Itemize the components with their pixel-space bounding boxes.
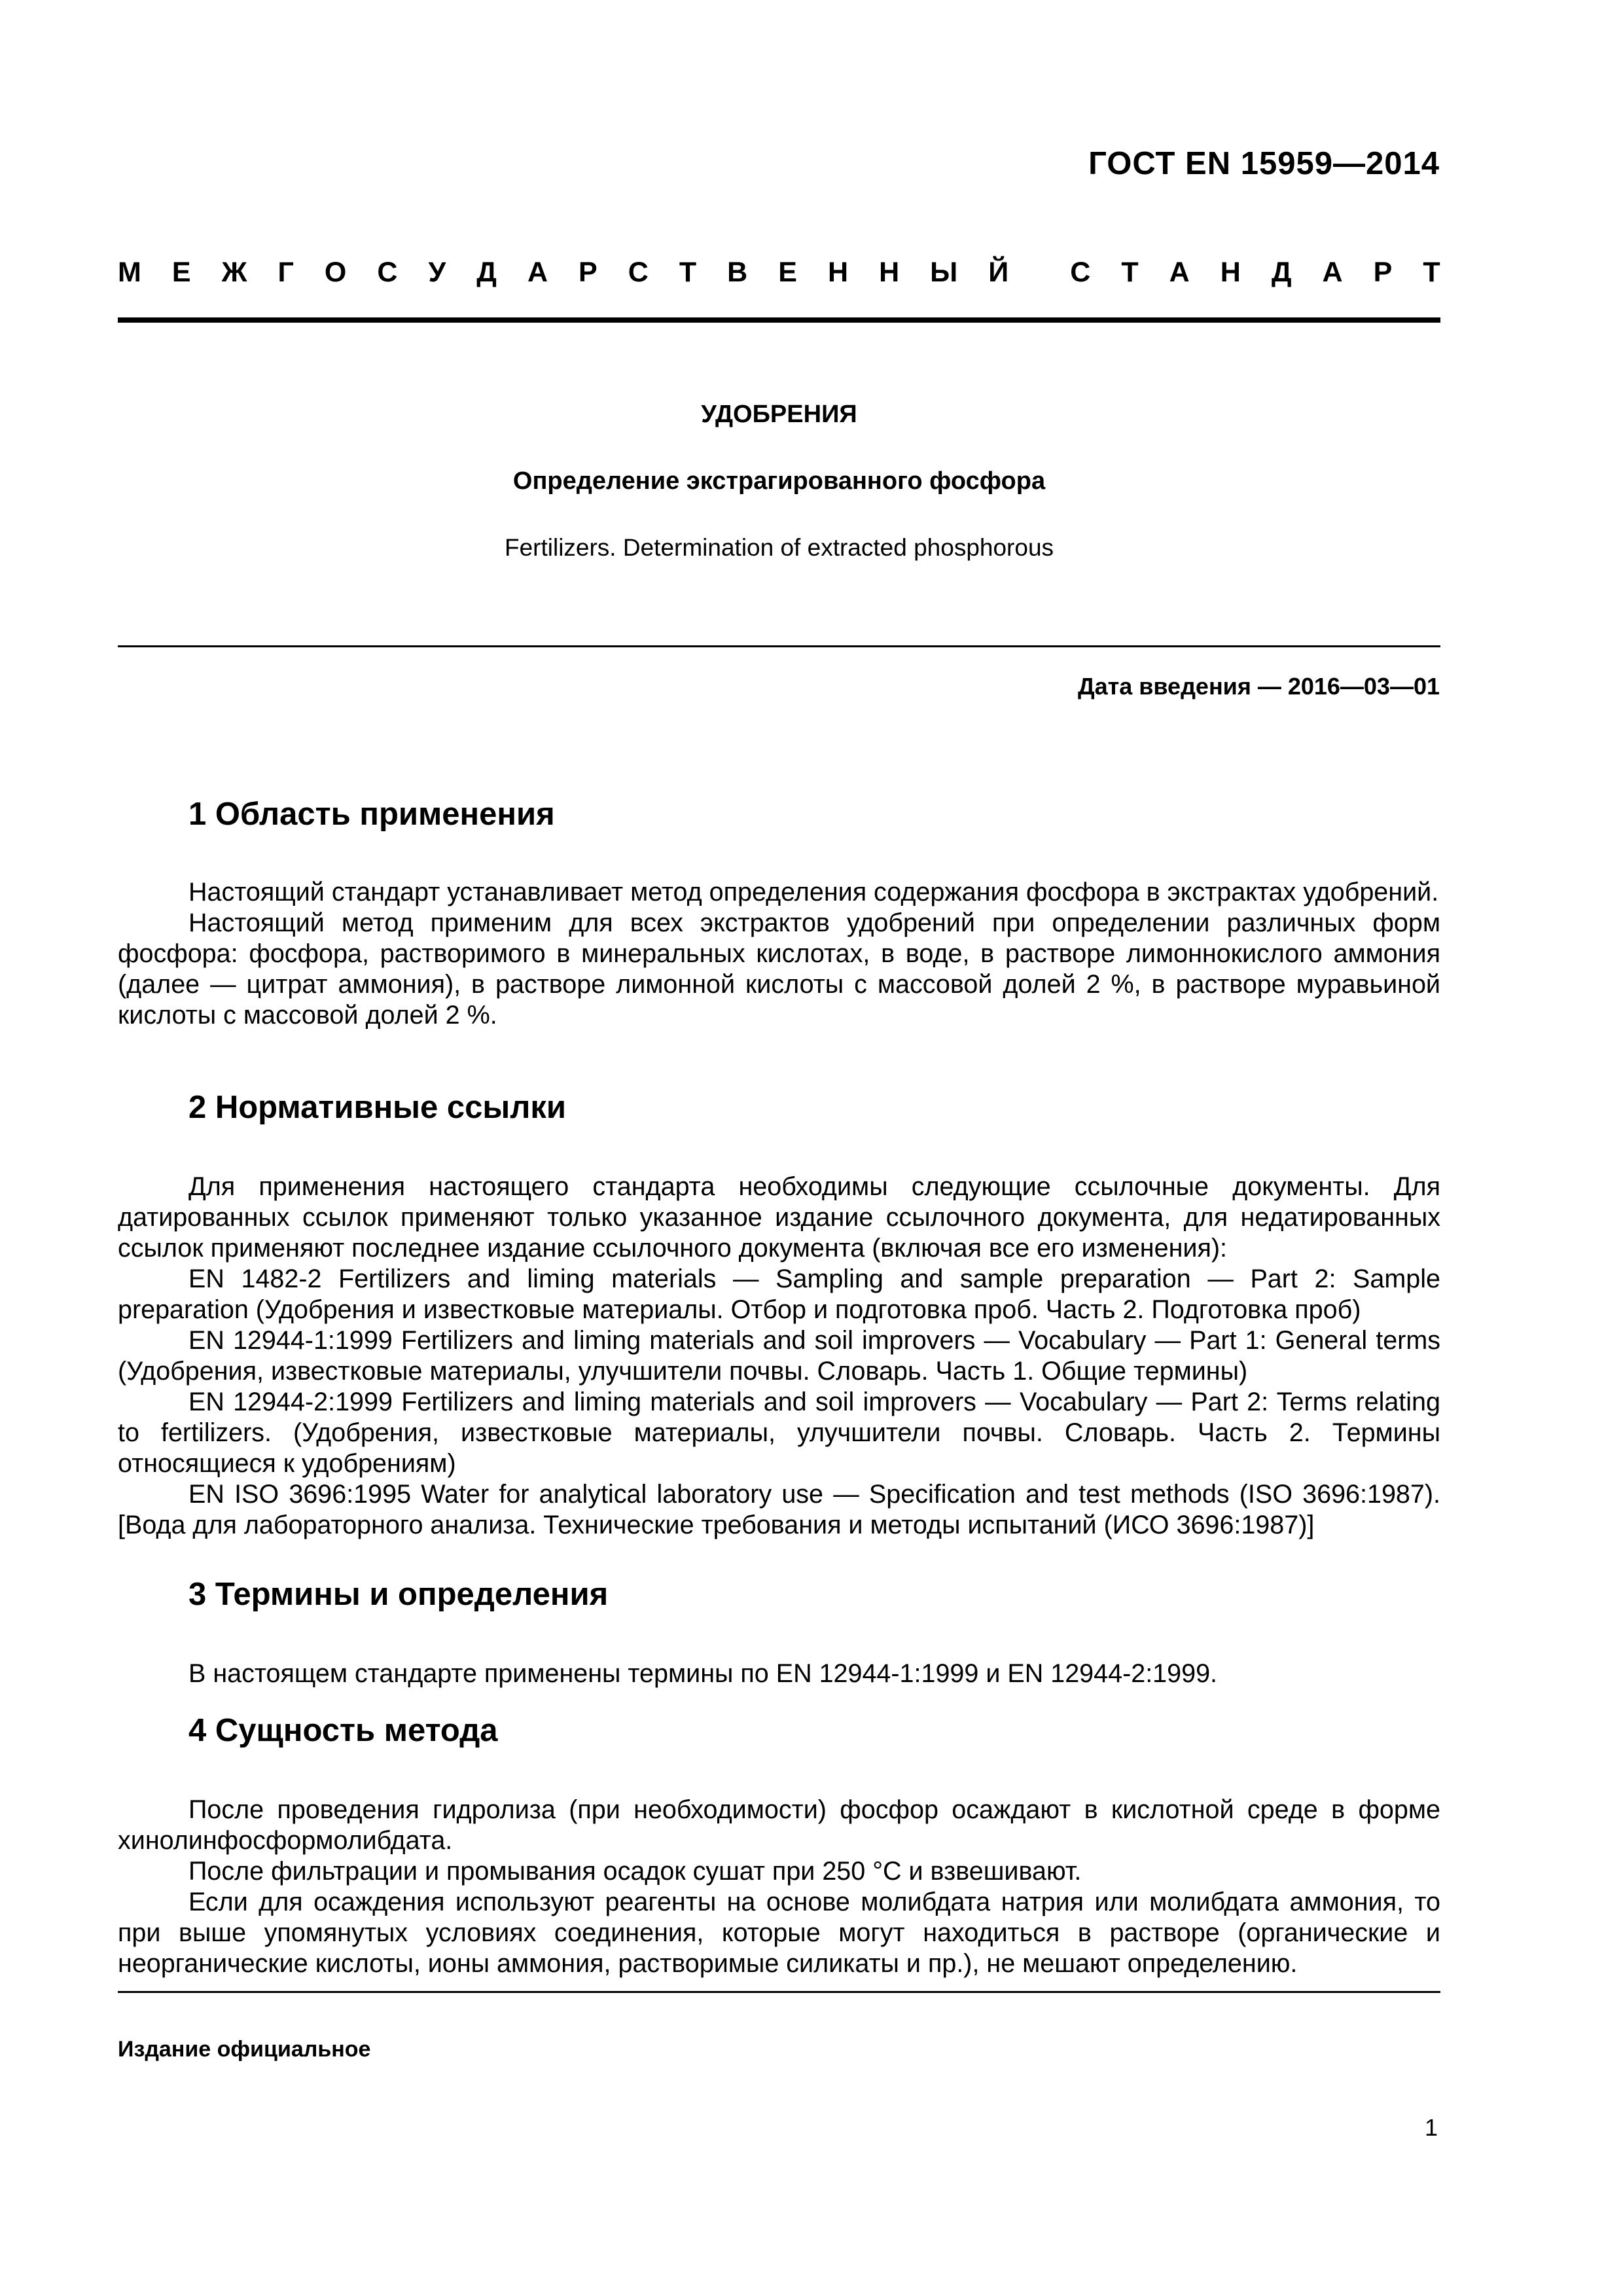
banner-letter: Е [171, 257, 191, 288]
reference-item: EN 1482-2 Fertilizers and liming materials — Sampling and sample preparation — Part 2: Sample preparation (Удобрения и известковые материалы. Отбор и подготовка проб. Часть 2. Подготовка проб) [118, 1265, 1440, 1324]
banner-letter: Ы [930, 257, 958, 288]
effective-date: Дата введения — 2016—03—01 [1077, 673, 1440, 700]
official-edition-label: Издание официальное [118, 2037, 371, 2062]
paragraph: После проведения гидролиза (при необходимости) фосфор осаждают в кислотной среде в форме хинолинфосформолибдата. [118, 1795, 1440, 1855]
banner-letter: Ж [221, 257, 247, 288]
banner-letter: Т [1423, 257, 1440, 288]
banner-letter: А [1322, 257, 1343, 288]
reference-item: EN 12944-1:1999 Fertilizers and liming materials and soil improvers — Vocabulary — Part 1: General terms (Удобрения, известковые материалы, улучшители почвы. Словарь. Часть 1. Общие термины) [118, 1326, 1440, 1386]
banner-letter: Р [579, 257, 597, 288]
paragraph: Для применения настоящего стандарта необходимы следующие ссылочные документы. Для датированных ссылок применяют только указанное издание ссылочного документа, для недатированных ссылок применяют последнее издание ссылочного документа (включая все его изменения): [118, 1172, 1440, 1263]
document-number: ГОСТ EN 15959—2014 [1088, 146, 1440, 181]
banner-letter: Т [679, 257, 697, 288]
footer-divider [118, 1991, 1440, 1993]
banner-letter: Н [1220, 257, 1241, 288]
header-divider [118, 317, 1440, 323]
banner-letter: Й [988, 257, 1009, 288]
banner-letter: Г [277, 257, 294, 288]
section-scope [118, 795, 1440, 1031]
paragraph: Настоящий стандарт устанавливает метод определения содержания фосфора в экстрактах удобрений. [188, 878, 1439, 906]
standard-title: УДОБРЕНИЯ [701, 401, 857, 428]
standard-subtitle: Определение экстрагированного фосфора [512, 467, 1046, 495]
banner-letter: С [628, 257, 649, 288]
banner-letter: Р [1373, 257, 1393, 288]
paragraph: Если для осаждения используют реагенты на основе молибдата натрия или молибдата аммония, то при выше упомянутых условиях соединения, которые могут находиться в растворе (органические и неорганические кислоты, ионы аммония, растворимые силикаты и пр.), не мешают определению. [118, 1888, 1440, 1978]
banner-letter: М [118, 257, 141, 288]
title-divider [118, 645, 1440, 647]
banner-letter: Н [879, 257, 900, 288]
reference-item: EN ISO 3696:1995 Water for analytical laboratory use — Specification and test methods (ISO 3696:1987). [Вода для лабораторного анализа. Технические требования и методы испытаний (ИСО 3696:1987)] [118, 1480, 1440, 1539]
english-title: Fertilizers. Determination of extracted phosphorous [504, 534, 1054, 561]
banner-letter: Т [1121, 257, 1139, 288]
section-heading: 2 Нормативные ссылки [188, 1090, 566, 1125]
paragraph: Настоящий метод применим для всех экстрактов удобрений при определении различных форм фосфора: фосфора, растворимого в минеральных кислотах, в воде, в растворе лимоннокислого аммония (далее — цитрат аммония), в растворе лимонной кислоты с массовой долей 2 %, в растворе муравьиной кислоты с массовой долей 2 %. [118, 908, 1440, 1030]
banner-letter: С [377, 257, 398, 288]
paragraph: В настоящем стандарте применены термины по EN 12944-1:1999 и EN 12944-2:1999. [188, 1659, 1218, 1688]
interstate-standard-banner [118, 257, 1440, 289]
banner-letter: У [428, 257, 446, 288]
section-normative-references [118, 1088, 1440, 1541]
page-number: 1 [1424, 2114, 1438, 2141]
banner-letter: О [324, 257, 347, 288]
section-heading: 1 Область применения [188, 797, 555, 832]
banner-letter: Н [827, 257, 849, 288]
banner-letter: Д [1271, 257, 1292, 288]
banner-letter: В [727, 257, 748, 288]
section-heading: 3 Термины и определения [188, 1577, 609, 1612]
banner-letter: Е [778, 257, 797, 288]
paragraph: После фильтрации и промывания осадок сушат при 250 °С и взвешивают. [188, 1857, 1082, 1886]
section-terms-definitions [118, 1575, 1440, 1689]
banner-letter: А [527, 257, 548, 288]
reference-item: EN 12944-2:1999 Fertilizers and liming materials and soil improvers — Vocabulary — Part 2: Terms relating to fertilizers. (Удобрения, известковые материалы, улучшители почвы. Словарь. Часть 2. Термины относящиеся к удобрениям) [118, 1388, 1440, 1478]
section-method-principle [118, 1711, 1440, 1979]
banner-letter: С [1070, 257, 1091, 288]
banner-letter: А [1169, 257, 1190, 288]
section-heading: 4 Сущность метода [188, 1713, 498, 1748]
banner-letter: Д [476, 257, 497, 288]
